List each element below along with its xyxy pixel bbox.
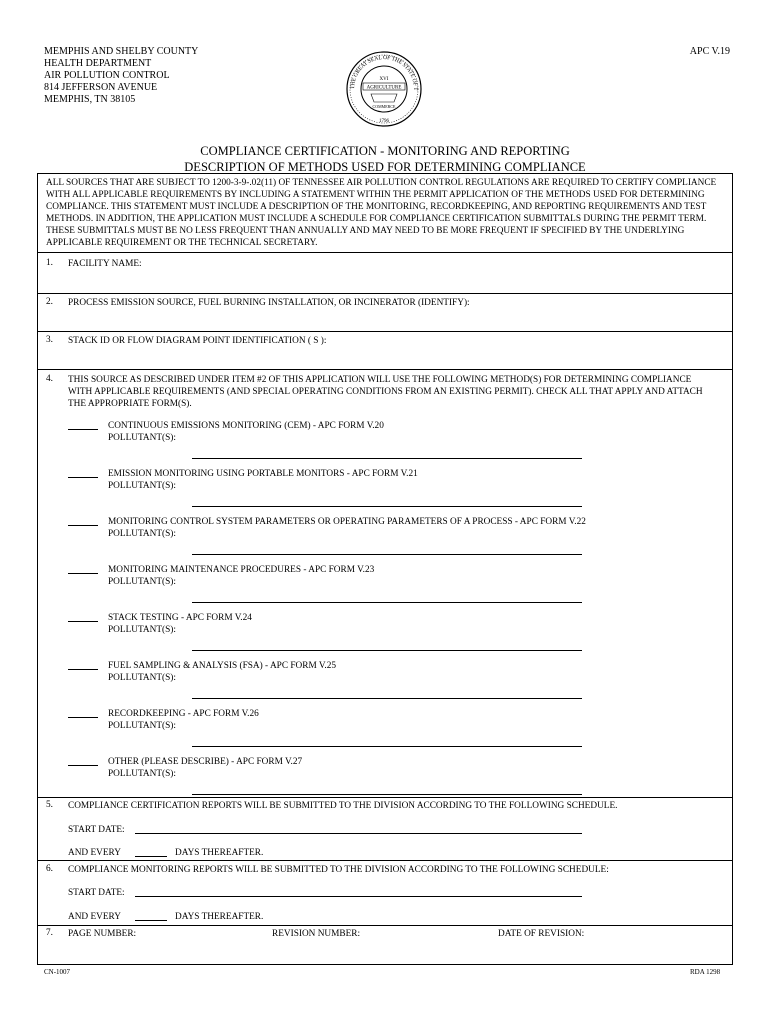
method-label: OTHER (PLEASE DESCRIBE) - APC FORM V.27: [108, 757, 303, 767]
monitoring-schedule-label: COMPLIANCE MONITORING REPORTS WILL BE SUBMITTED TO THE DIVISION ACCORDING TO THE FOLLOWING SCHEDULE:: [68, 865, 609, 875]
pollutants-field[interactable]: [192, 602, 582, 603]
method-label: STACK TESTING - APC FORM V.24: [108, 613, 252, 623]
start-date-label: START DATE:: [68, 888, 125, 898]
start-date-field[interactable]: [135, 896, 582, 897]
days-field[interactable]: [135, 856, 167, 857]
pollutants-label: POLLUTANT(S):: [108, 625, 176, 635]
method-checkbox-blank[interactable]: [68, 669, 98, 670]
days-thereafter-label: DAYS THEREAFTER.: [175, 912, 264, 922]
method-label: CONTINUOUS EMISSIONS MONITORING (CEM) - APC FORM V.20: [108, 421, 384, 431]
revision-date-label: DATE OF REVISION:: [498, 929, 585, 939]
divider: [37, 860, 733, 861]
address-line: 814 JEFFERSON AVENUE: [44, 82, 158, 93]
pollutants-label: POLLUTANT(S):: [108, 769, 176, 779]
start-date-label: START DATE:: [68, 825, 125, 835]
agency-address: [44, 46, 198, 106]
address-line: MEMPHIS, TN 38105: [44, 94, 136, 105]
divider: [37, 252, 733, 253]
method-label: FUEL SAMPLING & ANALYSIS (FSA) - APC FORM V.25: [108, 661, 337, 671]
method-label: MONITORING CONTROL SYSTEM PARAMETERS OR OPERATING PARAMETERS OF A PROCESS - APC FORM V.22: [108, 517, 586, 527]
method-checkbox-blank[interactable]: [68, 477, 98, 478]
facility-name-label: FACILITY NAME:: [68, 259, 142, 269]
revision-number-label: REVISION NUMBER:: [272, 929, 361, 939]
divider: [37, 369, 733, 370]
method-checkbox-blank[interactable]: [68, 717, 98, 718]
seal-lower: COMMERCE: [372, 104, 396, 109]
days-thereafter-label: DAYS THEREAFTER.: [175, 848, 264, 858]
pollutants-label: POLLUTANT(S):: [108, 721, 176, 731]
method-checkbox-blank[interactable]: [68, 429, 98, 430]
pollutants-label: POLLUTANT(S):: [108, 481, 176, 491]
seal-text: THE GREAT SEAL OF THE STATE OF T: [349, 54, 419, 91]
certification-schedule-label: COMPLIANCE CERTIFICATION REPORTS WILL BE SUBMITTED TO THE DIVISION ACCORDING TO THE FOLLOWING SCHEDULE.: [68, 801, 618, 811]
item-number: 6.: [46, 864, 53, 874]
divider: [37, 797, 733, 798]
footer-form-code: CN-1007: [44, 968, 71, 976]
method-checkbox-blank[interactable]: [68, 573, 98, 574]
stack-id-label: STACK ID OR FLOW DIAGRAM POINT IDENTIFICATION ( S ):: [68, 336, 327, 346]
seal-band: AGRICULTURE: [366, 85, 402, 91]
item-number: 1.: [46, 258, 53, 268]
start-date-field[interactable]: [135, 833, 582, 834]
pollutants-label: POLLUTANT(S):: [108, 673, 176, 683]
item-number: 4.: [46, 374, 53, 384]
pollutants-label: POLLUTANT(S):: [108, 433, 176, 443]
pollutants-field[interactable]: [192, 698, 582, 699]
address-line: HEALTH DEPARTMENT: [44, 58, 152, 69]
method-label: RECORDKEEPING - APC FORM V.26: [108, 709, 259, 719]
seal-numeral: XVI: [379, 77, 389, 82]
pollutants-field[interactable]: [192, 794, 582, 795]
pollutants-field[interactable]: [192, 650, 582, 651]
methods-instructions: THIS SOURCE AS DESCRIBED UNDER ITEM #2 OF THIS APPLICATION WILL USE THE FOLLOWING METHOD(S) FOR DETERMINING COMPLIANCE WITH APPLICABLE REQUIREMENTS (AND SPECIAL OPERATING CONDITIONS FROM AN EXISTING PERMIT). CHECK ALL THAT APPLY AND ATTACH THE APPROPRIATE FORM(S).: [68, 375, 703, 409]
item-number: 7.: [46, 928, 53, 938]
divider: [37, 331, 733, 332]
form-id: APC V.19: [689, 46, 730, 57]
divider: [37, 293, 733, 294]
item-number: 5.: [46, 800, 53, 810]
days-field[interactable]: [135, 920, 167, 921]
form-subtitle: DESCRIPTION OF METHODS USED FOR DETERMINING COMPLIANCE: [184, 160, 586, 174]
method-label: EMISSION MONITORING USING PORTABLE MONITORS - APC FORM V.21: [108, 469, 418, 479]
pollutants-field[interactable]: [192, 746, 582, 747]
pollutants-field[interactable]: [192, 506, 582, 507]
pollutants-label: POLLUTANT(S):: [108, 577, 176, 587]
form-title: COMPLIANCE CERTIFICATION - MONITORING AND REPORTING: [200, 144, 570, 158]
footer-revision-code: RDA 1298: [690, 968, 721, 976]
intro-text: ALL SOURCES THAT ARE SUBJECT TO 1200-3-9-.02(11) OF TENNESSEE AIR POLLUTION CONTROL REGULATIONS ARE REQUIRED TO CERTIFY COMPLIANCE WITH ALL APPLICABLE REQUIREMENTS BY INCLUDING A STATEMENT WITHIN THE PERMIT APPLICATION OF THE METHODS USED FOR DETERMINING COMPLIANCE. THIS STATEMENT MUST INCLUDE A DESCRIPTION OF THE MONITORING, RECORDKEEPING, AND REPORTING REQUIREMENTS AND TEST METHODS. IN ADDITION, THE APPLICATION MUST INCLUDE A SCHEDULE FOR COMPLIANCE CERTIFICATION SUBMITTALS DURING THE PERMIT TERM. THESE SUBMITTALS MUST BE NO LESS FREQUENT THAN ANNUALLY AND MAY NEED TO BE MORE FREQUENT IF SPECIFIED BY THE UNDERLYING APPLICABLE REQUIREMENT OR THE TECHNICAL SECRETARY.: [46, 178, 717, 249]
pollutants-field[interactable]: [192, 554, 582, 555]
pollutants-field[interactable]: [192, 458, 582, 459]
method-label: MONITORING MAINTENANCE PROCEDURES - APC FORM V.23: [108, 565, 375, 575]
pollutants-label: POLLUTANT(S):: [108, 529, 176, 539]
address-line: MEMPHIS AND SHELBY COUNTY: [44, 46, 199, 57]
method-checkbox-blank[interactable]: [68, 765, 98, 766]
page-number-label: PAGE NUMBER:: [68, 929, 137, 939]
method-checkbox-blank[interactable]: [68, 525, 98, 526]
item-number: 3.: [46, 335, 53, 345]
item-number: 2.: [46, 297, 53, 307]
state-seal-icon: [344, 50, 424, 128]
emission-source-label: PROCESS EMISSION SOURCE, FUEL BURNING INSTALLATION, OR INCINERATOR (IDENTIFY):: [68, 298, 470, 308]
and-every-label: AND EVERY: [68, 848, 121, 858]
seal-year: 1796: [379, 119, 389, 124]
divider: [37, 925, 733, 926]
method-checkbox-blank[interactable]: [68, 621, 98, 622]
and-every-label: AND EVERY: [68, 912, 121, 922]
address-line: AIR POLLUTION CONTROL: [44, 70, 170, 81]
